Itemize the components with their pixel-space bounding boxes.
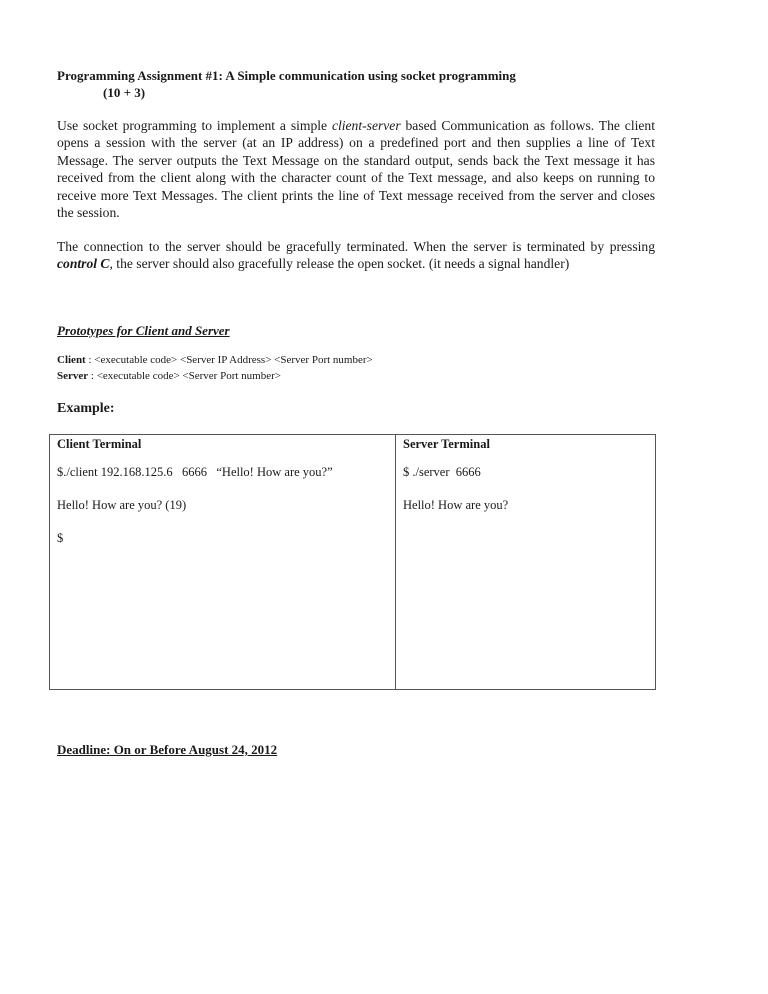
client-output-line: Hello! How are you? (19) <box>57 498 187 512</box>
client-prototype-text: : <executable code> <Server IP Address> <Server Port number> <box>85 354 373 366</box>
para2-text-a: The connection to the server should be gracefully terminated. When the server is terminated by pressing <box>57 239 655 254</box>
assignment-title <box>57 67 677 101</box>
server-prototype-label: Server <box>57 370 89 382</box>
server-terminal-column <box>396 435 655 689</box>
title-marks: (10 + 3) <box>103 85 146 100</box>
server-output-line: Hello! How are you? <box>403 498 509 512</box>
example-label: Example: <box>57 401 115 416</box>
server-prototype <box>57 369 281 383</box>
description-paragraph <box>57 117 655 221</box>
server-command-line: $ ./server 6666 <box>403 465 481 479</box>
termination-paragraph <box>57 238 655 273</box>
client-prompt-line: $ <box>57 531 64 545</box>
para1-text-a: Use socket programming to implement a simple <box>57 118 332 133</box>
title-text: Programming Assignment #1: A Simple communication using socket programming <box>57 68 516 83</box>
para2-bold: control C <box>57 256 110 272</box>
client-prototype-label: Client <box>57 354 86 366</box>
terminal-example-table <box>49 434 656 690</box>
client-prototype <box>57 353 373 367</box>
client-command-line: $./client 192.168.125.6 6666 “Hello! How are you?” <box>57 465 333 479</box>
client-terminal-column <box>50 435 396 689</box>
para1-text-b: based Communication as follows. The client opens a session with the server (at an IP address) on a predefined port and then supplies a line of Text Message. The server outputs the Text Message on the standard output, sends back the Text message it has received from the client along with the character count of the Text message, and also keeps on running to receive more Text Messages. The client prints the line of Text message received from the server and closes the session. <box>57 118 655 221</box>
para1-italic: client-server <box>331 118 401 133</box>
server-terminal-header: Server Terminal <box>403 437 490 451</box>
deadline: Deadline: On or Before August 24, 2012 <box>57 742 278 757</box>
prototypes-heading: Prototypes for Client and Server <box>57 323 230 338</box>
para2-text-b: , the server should also gracefully release the open socket. (it needs a signal handler) <box>109 256 570 272</box>
server-prototype-text: : <executable code> <Server Port number> <box>88 370 281 382</box>
client-terminal-header: Client Terminal <box>57 437 142 451</box>
